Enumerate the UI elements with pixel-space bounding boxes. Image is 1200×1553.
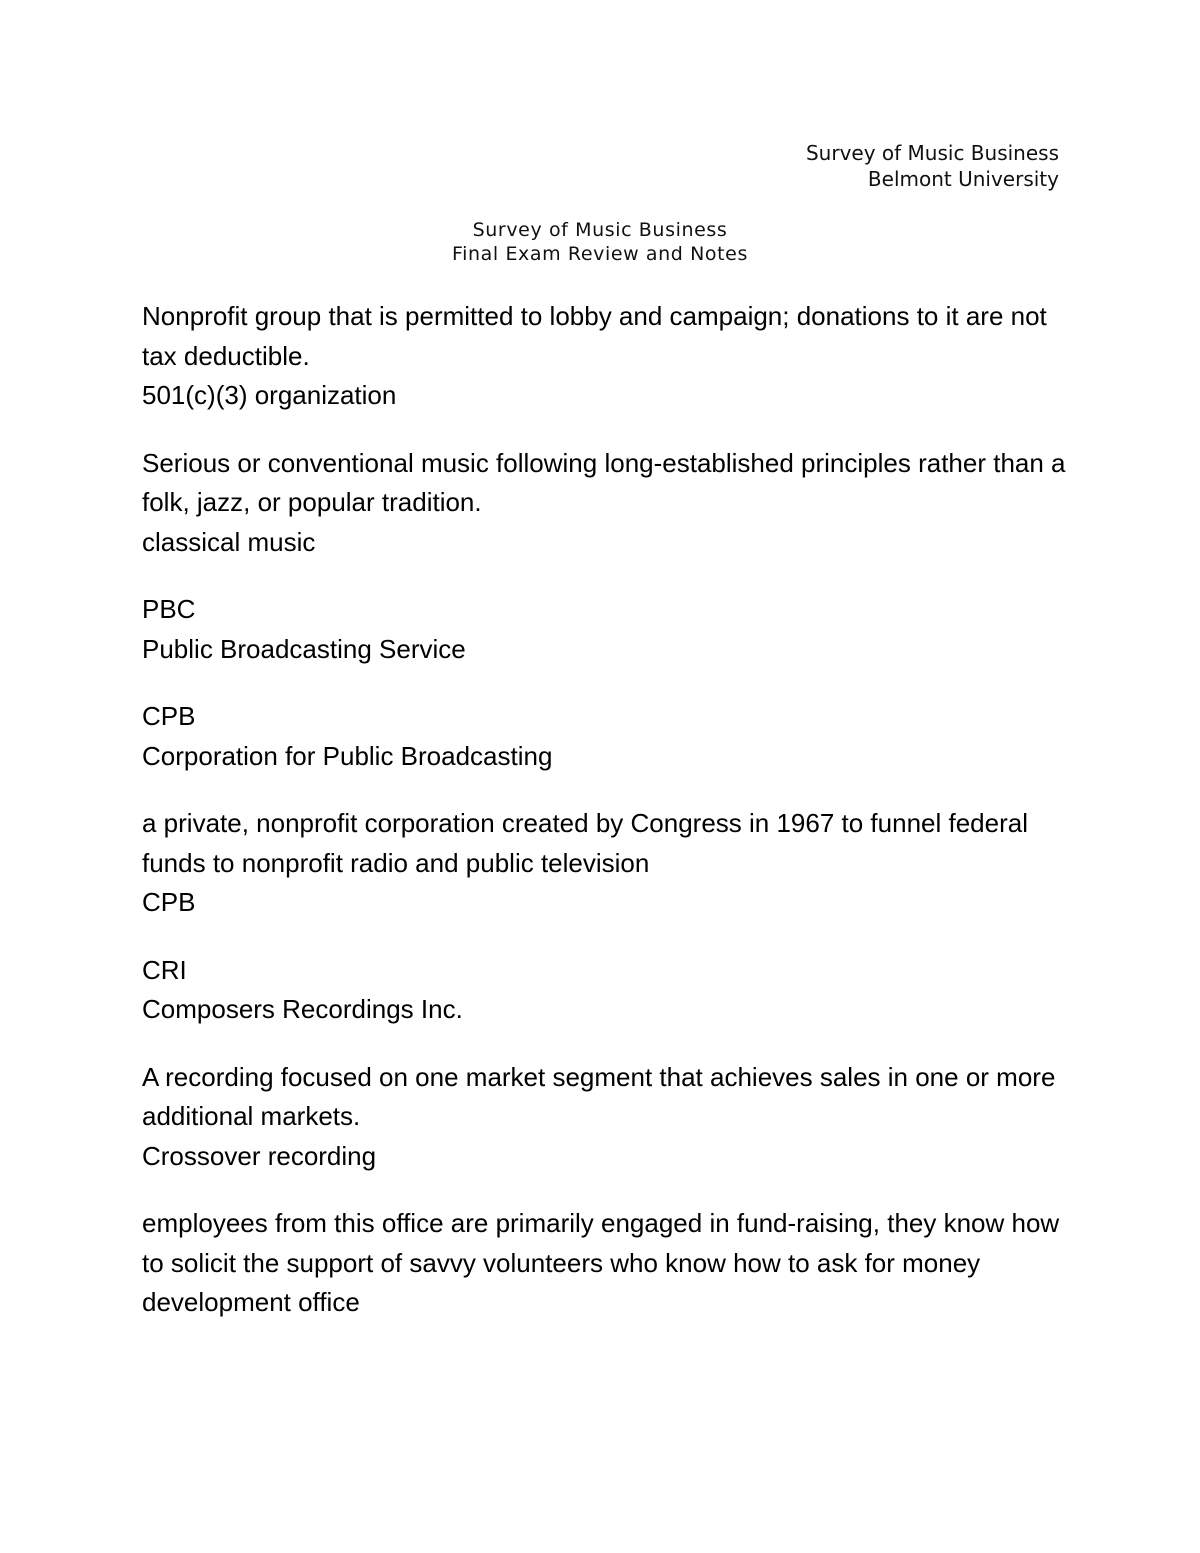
entry-answer: Composers Recordings Inc. (142, 994, 463, 1024)
entry-question: employees from this office are primarily engaged in fund-raising, they know how to solicit the support of savvy volunteers who know how to ask for money (142, 1208, 1060, 1278)
entry-answer: 501(c)(3) organization (142, 380, 397, 410)
entry-answer: development office (142, 1287, 360, 1317)
review-entry (142, 951, 1072, 1030)
document-title (0, 218, 1200, 266)
entry-answer: CPB (142, 887, 196, 917)
entry-question: Nonprofit group that is permitted to lobby and campaign; donations to it are not tax deductible. (142, 301, 1047, 371)
review-entry (142, 1204, 1072, 1323)
entry-question: CRI (142, 954, 187, 985)
header-school: Belmont University (867, 167, 1059, 191)
entry-question: a private, nonprofit corporation created by Congress in 1967 to funnel federal funds to nonprofit radio and public television (142, 808, 1028, 878)
entry-question: PBC (142, 594, 196, 624)
header-course: Survey of Music Business (805, 141, 1059, 165)
entry-answer: classical music (142, 526, 316, 557)
entry-question: CPB (142, 701, 196, 731)
entry-answer: Corporation for Public Broadcasting (142, 740, 553, 771)
title-line-1: Survey of Music Business (472, 219, 728, 241)
entry-answer: Public Broadcasting Service (142, 633, 466, 664)
review-entry (142, 444, 1072, 563)
entry-question: A recording focused on one market segment that achieves sales in one or more additional markets. (142, 1061, 1056, 1131)
review-entry (142, 697, 1072, 776)
review-notes (142, 297, 1072, 1351)
review-entry (142, 804, 1072, 923)
review-entry (142, 590, 1072, 669)
page-header (806, 140, 1059, 192)
entry-question: Serious or conventional music following long-established principles rather than a folk, jazz, or popular tradition. (142, 447, 1066, 517)
review-entry (142, 1058, 1072, 1177)
review-entry (142, 297, 1072, 416)
title-line-2: Final Exam Review and Notes (452, 243, 748, 265)
entry-answer: Crossover recording (142, 1140, 377, 1171)
